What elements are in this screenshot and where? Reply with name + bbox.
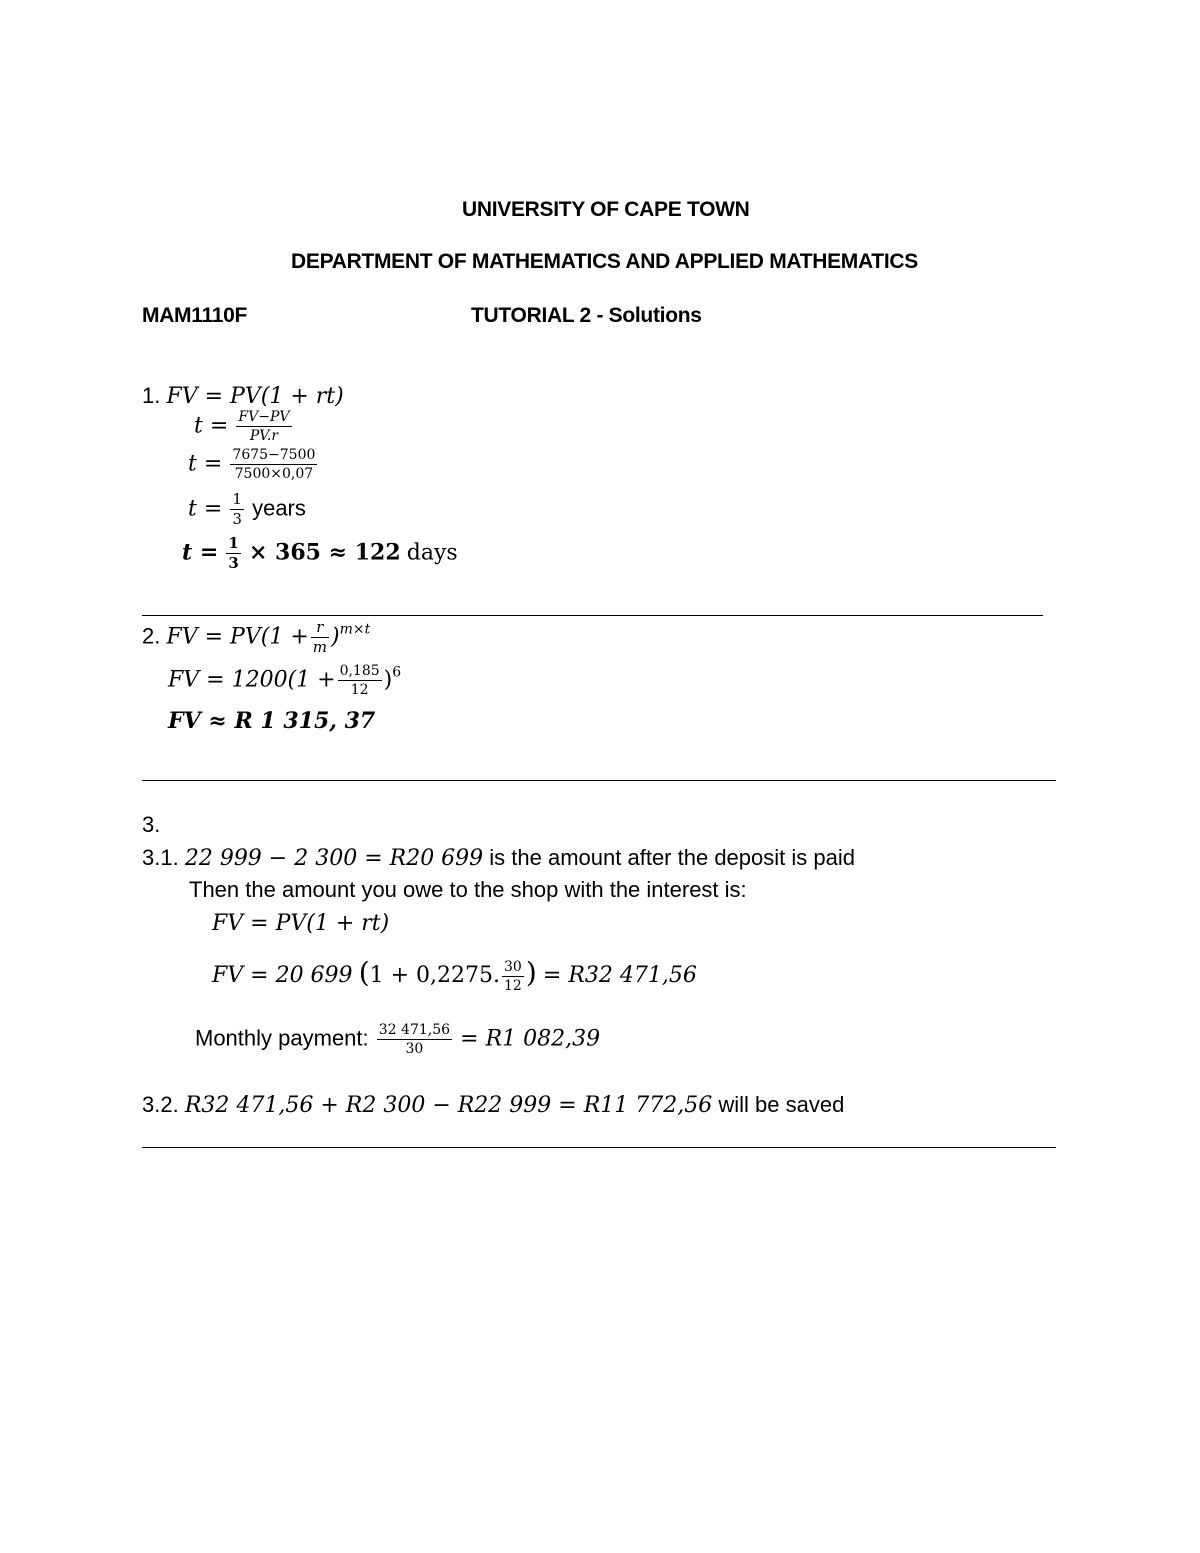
- q1-step2-lhs: t =: [188, 451, 223, 477]
- q3-monthly-numerator: 32 471,56: [378, 1022, 451, 1038]
- q3-calc-open: (: [358, 956, 370, 989]
- q1-step3-denominator: 3: [232, 510, 242, 528]
- q3-calc-numerator: 30: [504, 958, 522, 975]
- q1-formula-line: [142, 383, 344, 409]
- q3-2-line: [142, 1092, 844, 1118]
- q3-calculation: [212, 956, 697, 993]
- q3-2-math: R32 471,56 + R2 300 − R22 999 = R11 772,56: [184, 1093, 713, 1118]
- q3-monthly-label: Monthly payment:: [195, 1025, 369, 1051]
- q1-step4-fraction: [226, 536, 240, 571]
- q1-step2-fraction: [230, 448, 317, 481]
- q3-1-number: 3.1.: [142, 845, 179, 870]
- q3-monthly-rhs: = R1 082,39: [460, 1026, 601, 1052]
- q1-step4-numerator: 1: [228, 534, 239, 552]
- course-code: MAM1110F: [142, 304, 247, 327]
- q1-formula: FV = PV(1 + rt): [166, 384, 344, 409]
- divider-2: [142, 780, 1056, 781]
- q3-calc-lhs: FV = 20 699: [212, 963, 353, 988]
- q2-f1-numerator: r: [311, 620, 329, 638]
- q2-f1-fraction: [311, 620, 329, 655]
- q1-step1: [194, 410, 294, 443]
- q1-step3: [188, 492, 306, 527]
- q3-1-text: is the amount after the deposit is paid: [489, 845, 855, 870]
- q2-f2-close: ): [383, 667, 393, 693]
- q1-step2-numerator: 7675−7500: [232, 447, 316, 463]
- q3-formula: FV = PV(1 + rt): [212, 911, 390, 936]
- q3-number: 3.: [142, 812, 161, 837]
- q1-step2: [188, 448, 319, 481]
- q1-step1-lhs: t =: [194, 413, 229, 439]
- q1-step4-unit: days: [406, 540, 458, 566]
- tutorial-title: TUTORIAL 2 - Solutions: [471, 304, 702, 327]
- q2-f1-close: ): [331, 624, 340, 650]
- q2-f2-lhs: FV = 1200(1 +: [168, 667, 336, 693]
- q2-f2-fraction: [338, 664, 382, 697]
- divider-1: [142, 615, 1043, 616]
- q3-monthly-payment: [195, 1023, 600, 1056]
- q3-2-number: 3.2.: [142, 1092, 179, 1117]
- q2-formula-line: [142, 620, 370, 655]
- q3-monthly-denominator: 30: [405, 1041, 424, 1057]
- q3-1-line: [142, 845, 855, 871]
- university-title: UNIVERSITY OF CAPE TOWN: [462, 198, 750, 221]
- q2-f2-exponent: 6: [392, 664, 402, 681]
- q3-calc-denominator: 12: [504, 977, 522, 994]
- q2-result: FV ≈ R 1 315, 37: [168, 708, 376, 734]
- department-title: DEPARTMENT OF MATHEMATICS AND APPLIED MATHEMATICS: [291, 250, 918, 273]
- q2-f1-exponent: m×t: [339, 621, 371, 638]
- q3-calc-fraction: [502, 960, 524, 993]
- q3-monthly-fraction: [377, 1023, 452, 1056]
- q1-step1-fraction: [236, 410, 291, 443]
- q1-step4-denominator: 3: [228, 554, 239, 572]
- q3-2-text: will be saved: [718, 1092, 845, 1117]
- q2-step2: [168, 664, 401, 697]
- q1-step3-fraction: [230, 492, 244, 527]
- q3-calc-close: ): [525, 956, 537, 989]
- q1-number: 1.: [142, 383, 161, 408]
- q1-step4-rhs: × 365 ≈ 122: [248, 539, 401, 566]
- q3-1-math: 22 999 − 2 300 = R20 699: [184, 846, 484, 871]
- q1-step1-denominator: PV.r: [249, 428, 279, 444]
- q1-step3-numerator: 1: [232, 490, 242, 508]
- q3-calc-inner: 1 + 0,2275.: [369, 963, 501, 988]
- q1-step3-lhs: t =: [188, 496, 223, 522]
- q3-1-line2: Then the amount you owe to the shop with the interest is:: [189, 877, 747, 902]
- q3-calc-rhs: = R32 471,56: [542, 963, 697, 988]
- q1-step4-lhs: t =: [182, 539, 219, 566]
- q1-step1-numerator: FV−PV: [238, 409, 290, 425]
- q2-f1-lhs: FV = PV(1 +: [166, 624, 309, 650]
- q1-step4: [182, 536, 458, 571]
- q1-step2-denominator: 7500×0,07: [234, 466, 314, 482]
- q2-f2-denominator: 12: [350, 682, 369, 698]
- divider-3: [142, 1147, 1056, 1148]
- q2-f2-numerator: 0,185: [339, 663, 380, 679]
- q1-step3-unit: years: [252, 495, 306, 521]
- q2-f1-denominator: m: [312, 638, 327, 656]
- q2-number: 2.: [142, 623, 161, 649]
